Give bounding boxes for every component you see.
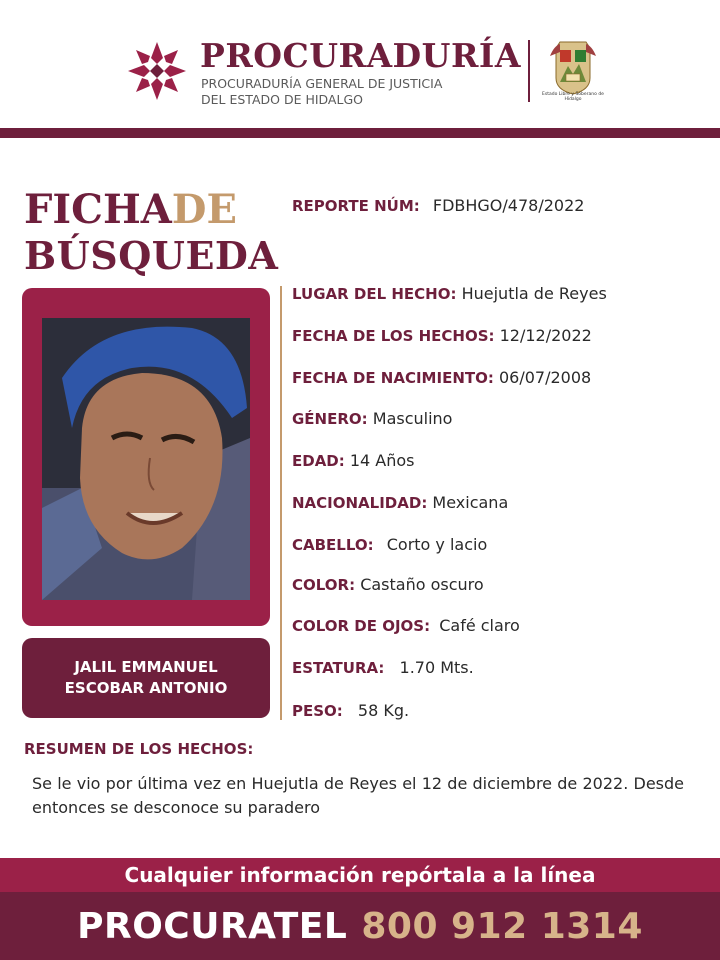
brand-title: PROCURADURÍA xyxy=(200,36,521,75)
field-cabello xyxy=(292,535,487,554)
person-name-line1: JALIL EMMANUEL xyxy=(74,658,218,676)
field-lugar xyxy=(292,284,607,303)
fields-divider xyxy=(280,286,282,720)
field-label: ESTATURA: xyxy=(292,659,385,677)
ficha-title xyxy=(24,188,237,232)
field-edad xyxy=(292,451,415,470)
report-number xyxy=(292,196,584,215)
field-value: 14 Años xyxy=(349,451,415,470)
busqueda-title: BÚSQUEDA xyxy=(24,233,279,278)
field-genero xyxy=(292,409,452,428)
field-label: COLOR DE OJOS: xyxy=(292,617,431,635)
hotline-number: 800 912 1314 xyxy=(361,905,643,947)
field-label: COLOR: xyxy=(292,576,356,594)
field-fecha-nacimiento xyxy=(292,368,591,387)
summary-text: Se le vio por última vez en Huejutla de Reyes el 12 de diciembre de 2022. Desde entonces se desconoce su paradero xyxy=(32,774,684,817)
field-color xyxy=(292,575,484,594)
field-value: 06/07/2008 xyxy=(498,368,592,387)
ficha-word: FICHA xyxy=(24,186,172,233)
field-fecha-hechos xyxy=(292,326,592,345)
hotline-name: PROCURATEL xyxy=(77,905,348,947)
summary-title: RESUMEN DE LOS HECHOS: xyxy=(24,740,254,758)
field-value: 1.70 Mts. xyxy=(399,658,474,677)
brand-subtitle-line1: PROCURADURÍA GENERAL DE JUSTICIA xyxy=(201,76,443,91)
field-value: Mexicana xyxy=(432,493,509,512)
crest-caption: Estado Libre y Soberano de Hidalgo xyxy=(542,92,604,102)
field-label: CABELLO: xyxy=(292,536,374,554)
field-color-ojos xyxy=(292,616,520,635)
footer-message: Cualquier información repórtala a la línea xyxy=(124,863,596,887)
person-name xyxy=(65,657,228,699)
report-number-value: FDBHGO/478/2022 xyxy=(432,196,585,215)
hotline-banner xyxy=(0,892,720,960)
header-divider xyxy=(528,40,530,102)
field-label: FECHA DE NACIMIENTO: xyxy=(292,369,494,387)
header-band xyxy=(0,128,720,138)
field-nacionalidad xyxy=(292,493,508,512)
person-name-line2: ESCOBAR ANTONIO xyxy=(64,679,228,697)
brand-subtitle xyxy=(201,76,442,108)
field-value: Castaño oscuro xyxy=(360,575,484,594)
field-value: Huejutla de Reyes xyxy=(461,284,607,303)
person-photo xyxy=(42,318,250,600)
person-name-box xyxy=(22,638,270,718)
field-value: Masculino xyxy=(372,409,453,428)
procuraduria-logo-icon xyxy=(126,40,188,102)
field-value: Café claro xyxy=(439,616,520,635)
report-number-label: REPORTE NÚM: xyxy=(292,197,420,215)
field-label: FECHA DE LOS HECHOS: xyxy=(292,327,495,345)
field-value: Corto y lacio xyxy=(386,535,488,554)
field-label: GÉNERO: xyxy=(292,410,368,428)
field-value: 58 Kg. xyxy=(357,701,410,720)
footer-banner xyxy=(0,858,720,892)
field-peso xyxy=(292,701,409,720)
field-label: NACIONALIDAD: xyxy=(292,494,428,512)
brand-subtitle-line2: DEL ESTADO DE HIDALGO xyxy=(201,92,363,107)
field-label: EDAD: xyxy=(292,452,345,470)
field-estatura xyxy=(292,658,474,677)
field-label: LUGAR DEL HECHO: xyxy=(292,285,457,303)
field-value: 12/12/2022 xyxy=(499,326,592,345)
de-word: DE xyxy=(171,186,237,233)
field-label: PESO: xyxy=(292,702,343,720)
